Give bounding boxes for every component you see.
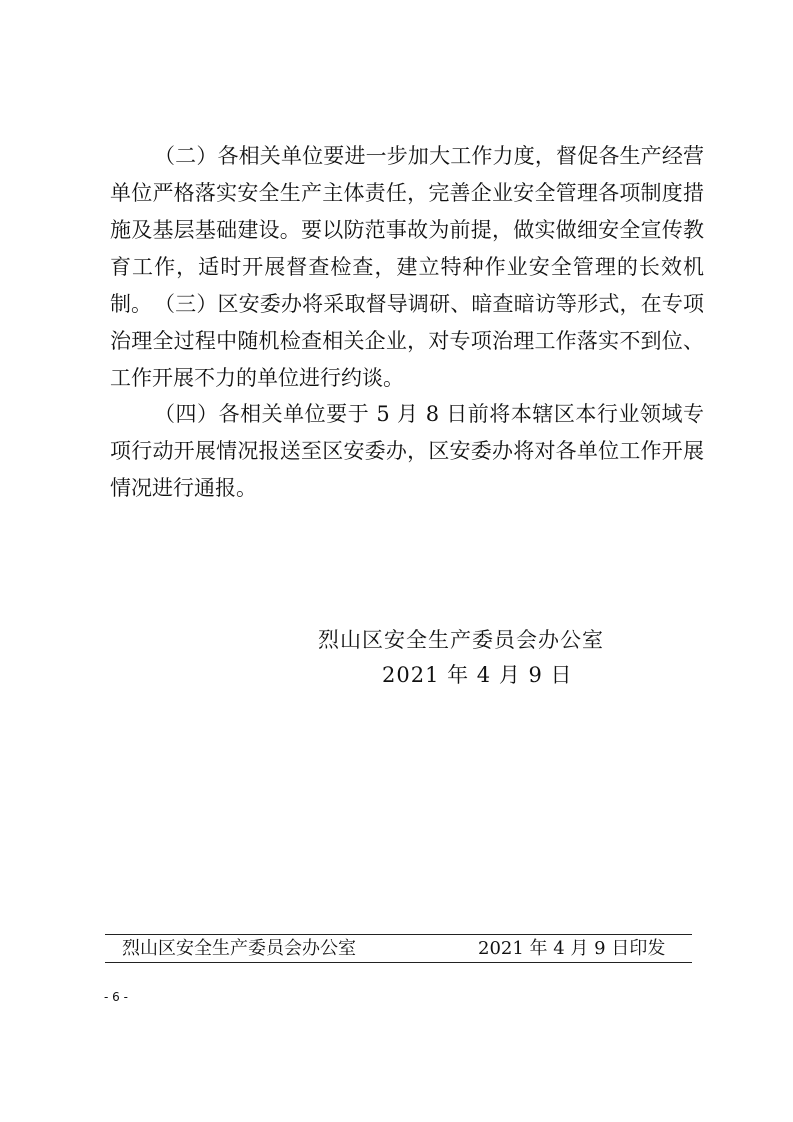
footer-issue-date: 2021 年 4 月 9 日印发 — [478, 938, 666, 959]
paragraph-item-3: （三）区安委办将采取督导调研、暗查暗访等形式，在专项治理全过程中随机检查相关企业，对专项治理工作落实不到位、工作开展不力的单位进行约谈。 — [110, 292, 704, 390]
paragraph-item-2: （二）各相关单位要进一步加大工作力度，督促各生产经营单位严格落实安全生产主体责任，完善企业安全管理各项制度措施及基层基础建设。要以防范事故为前提，做实做细安全宣传教育工作，适时开展督查检查，建立特种作业安全管理的长效机制。 — [110, 144, 704, 316]
footer-top-rule — [105, 934, 692, 935]
signature-organization: 烈山区安全生产委员会办公室 — [318, 628, 604, 652]
signature-date: 2021 年 4 月 9 日 — [382, 663, 573, 687]
footer-issuer: 烈山区安全生产委员会办公室 — [122, 938, 356, 959]
page-number: - 6 - — [104, 990, 128, 1004]
paragraph-item-4: （四）各相关单位要于 5 月 8 日前将本辖区本行业领域专项行动开展情况报送至区安委办，区安委办将对各单位工作开展情况进行通报。 — [110, 402, 704, 500]
footer-bottom-rule — [105, 962, 692, 963]
